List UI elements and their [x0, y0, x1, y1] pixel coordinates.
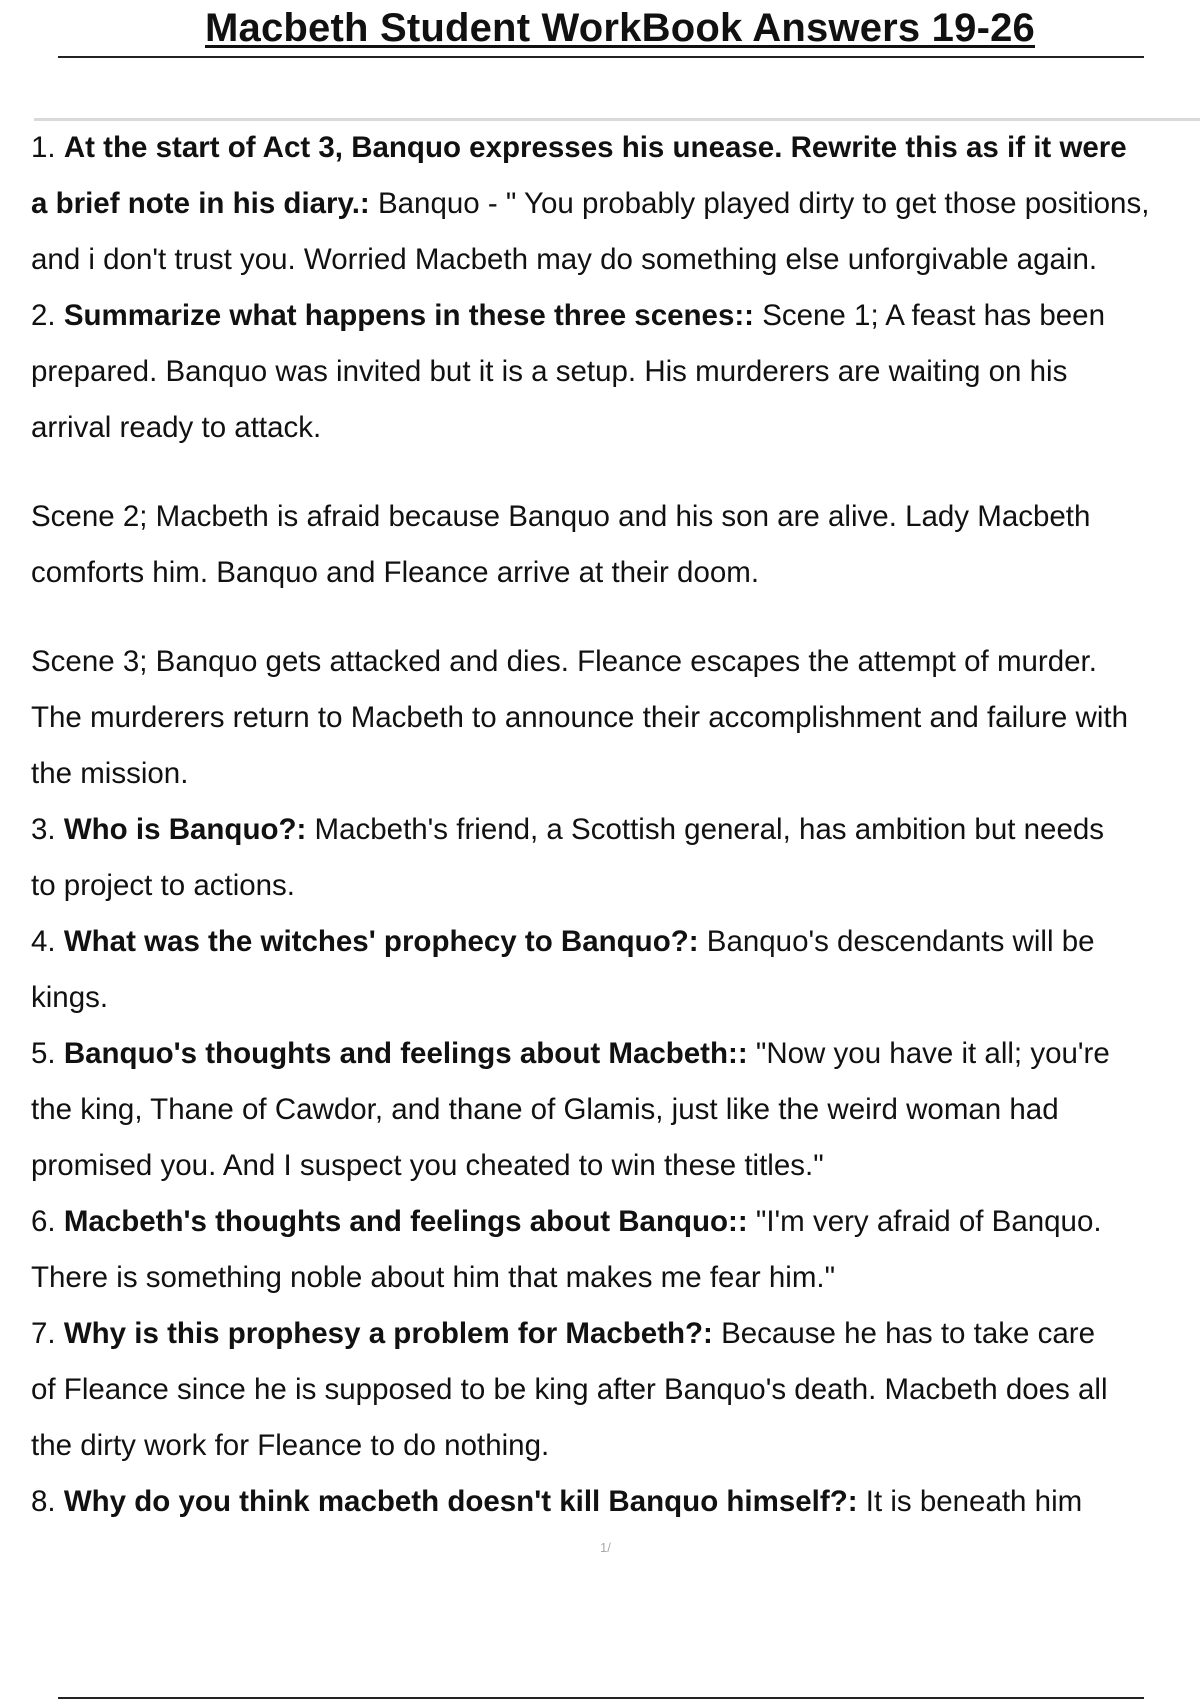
item-5-line-3: promised you. And I suspect you cheated to win these titles." [31, 1149, 824, 1182]
item-number: 4. [31, 925, 56, 958]
item-number: 1. [31, 131, 56, 164]
item-number: 7. [31, 1317, 56, 1350]
page-number: 1/ [600, 1540, 611, 1555]
item-4-line-1 [31, 914, 1200, 970]
item-3-line-2: to project to actions. [31, 869, 296, 902]
item-2-line-3: arrival ready to attack. [31, 411, 322, 444]
item-2-line-6: Scene 3; Banquo gets attacked and dies. Fleance escapes the attempt of murder. [31, 645, 1097, 678]
footer-rule [58, 1697, 1144, 1699]
item-question: What was the witches' prophecy to Banquo?: [63, 925, 699, 958]
item-question: Who is Banquo?: [63, 813, 307, 846]
item-2-line-4: Scene 2; Macbeth is afraid because Banquo and his son are alive. Lady Macbeth [31, 500, 1091, 533]
item-answer: "Now you have it all; you're [747, 1037, 1110, 1070]
item-question: Why do you think macbeth doesn't kill Banquo himself?: [63, 1485, 858, 1518]
item-answer: Banquo's descendants will be [698, 925, 1095, 958]
header-rule [58, 56, 1144, 58]
item-7-line-1 [31, 1306, 1200, 1362]
item-6-line-2: There is something noble about him that makes me fear him." [31, 1261, 836, 1294]
item-question: Macbeth's thoughts and feelings about Banquo:: [63, 1205, 748, 1238]
item-question: At the start of Act 3, Banquo expresses his unease. Rewrite this as if it were [63, 131, 1127, 164]
item-1-line-1 [31, 120, 1200, 176]
paragraph-gap [31, 456, 1200, 489]
item-number: 2. [31, 299, 56, 332]
item-2-line-1 [31, 288, 1200, 344]
item-2-line-7: The murderers return to Macbeth to announce their accomplishment and failure with [31, 701, 1128, 734]
item-number: 5. [31, 1037, 56, 1070]
item-answer: Macbeth's friend, a Scottish general, has ambition but needs [306, 813, 1105, 846]
item-1-line-2 [31, 176, 1200, 232]
item-answer: Scene 1; A feast has been [754, 299, 1105, 332]
item-answer: Because he has to take care [712, 1317, 1095, 1350]
item-answer: Banquo - " You probably played dirty to get those positions, [369, 187, 1150, 220]
item-7-line-3: the dirty work for Fleance to do nothing. [31, 1429, 550, 1462]
item-question: a brief note in his diary.: [31, 187, 370, 220]
item-question: Banquo's thoughts and feelings about Macbeth:: [63, 1037, 748, 1070]
item-2-line-2: prepared. Banquo was invited but it is a setup. His murderers are waiting on his [31, 355, 1068, 388]
item-6-line-1 [31, 1194, 1200, 1250]
item-question: Why is this prophesy a problem for Macbeth?: [63, 1317, 713, 1350]
item-1-line-3: and i don't trust you. Worried Macbeth may do something else unforgivable again. [31, 243, 1098, 276]
item-number: 8. [31, 1485, 56, 1518]
item-number: 3. [31, 813, 56, 846]
item-7-line-2: of Fleance since he is supposed to be king after Banquo's death. Macbeth does all [31, 1373, 1108, 1406]
item-number: 6. [31, 1205, 56, 1238]
answers-body [31, 120, 1200, 1530]
item-5-line-2: the king, Thane of Cawdor, and thane of Glamis, just like the weird woman had [31, 1093, 1059, 1126]
item-2-line-5: comforts him. Banquo and Fleance arrive at their doom. [31, 556, 760, 589]
item-3-line-1 [31, 802, 1200, 858]
item-question: Summarize what happens in these three scenes:: [63, 299, 754, 332]
page-title: Macbeth Student WorkBook Answers 19-26 [204, 6, 1035, 50]
item-2-line-8: the mission. [31, 757, 189, 790]
item-4-line-2: kings. [31, 981, 109, 1014]
item-answer: It is beneath him [857, 1485, 1083, 1518]
paragraph-gap [31, 601, 1200, 634]
item-5-line-1 [31, 1026, 1200, 1082]
item-answer: "I'm very afraid of Banquo. [747, 1205, 1102, 1238]
item-8-line-1 [31, 1474, 1200, 1530]
